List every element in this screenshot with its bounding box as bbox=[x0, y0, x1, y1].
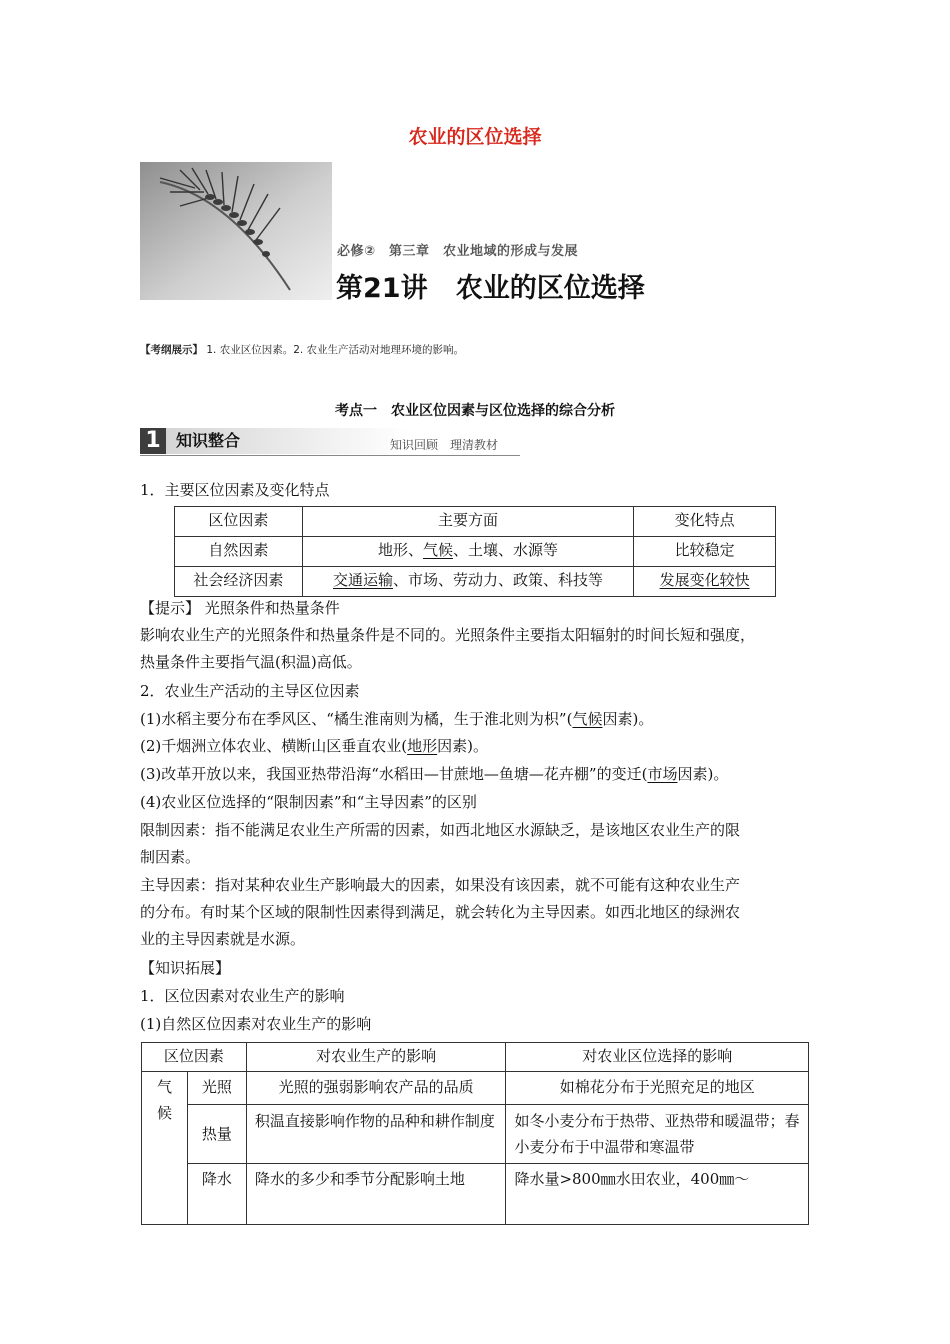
section-title: 知识整合 bbox=[166, 428, 408, 454]
tip-heading bbox=[140, 598, 340, 618]
ext-label: 【知识拓展】 bbox=[140, 959, 231, 977]
tip-label: 【提示】 bbox=[140, 599, 201, 617]
item-text: 因素)。 bbox=[437, 737, 488, 755]
limit-line: 限制因素：指不能满足农业生产所需的因素，如西北地区水源缺乏，是该地区农业生产的限 bbox=[140, 821, 741, 839]
s2-item: (4)农业区位选择的“限制因素”和“主导因素”的区别 bbox=[140, 793, 477, 811]
exam-outline-text: 1. 农业区位因素。2. 农业生产活动对地理环境的影响。 bbox=[206, 344, 465, 356]
underlined-answer: 气候 bbox=[572, 710, 603, 728]
cell-text: 、市场、劳动力、政策、科技等 bbox=[393, 571, 604, 589]
tip-title: 光照条件和热量条件 bbox=[200, 599, 340, 617]
underlined-answer: 地形 bbox=[407, 737, 438, 755]
lecture-number: 第21讲 bbox=[336, 273, 428, 304]
underlined-answer: 交通运输 bbox=[332, 571, 393, 589]
item-text: 因素)。 bbox=[677, 765, 729, 783]
section-number: 1 bbox=[140, 428, 166, 454]
s2-item bbox=[140, 764, 728, 784]
table-cell: 降水 bbox=[187, 1164, 246, 1225]
ext-subheading: (1)自然区位因素对农业生产的影响 bbox=[140, 1015, 372, 1033]
table-cell: 降水量>800㎜水田农业，400㎜～ bbox=[506, 1164, 809, 1225]
table-cell: 热量 bbox=[187, 1105, 246, 1164]
table-header-row bbox=[175, 507, 776, 537]
item-text: (1)水稻主要分布在季风区、“橘生淮南则为橘，生于淮北则为枳”( bbox=[140, 710, 573, 728]
underlined-answer: 市场 bbox=[647, 765, 678, 783]
table-row bbox=[175, 537, 776, 567]
lead-line: 的分布。有时某个区域的限制性因素得到满足，就会转化为主导因素。如西北地区的绿洲农 bbox=[140, 903, 741, 921]
table-row bbox=[142, 1164, 809, 1225]
factors-table bbox=[174, 506, 776, 597]
document-title: 农业的区位选择 bbox=[408, 126, 542, 148]
cell-text: 地形、 bbox=[377, 541, 423, 559]
table-cell: 光照 bbox=[187, 1072, 246, 1105]
item-text: (3)改革开放以来，我国亚热带沿海“水稻田—甘蔗地—鱼塘—花卉棚”的变迁( bbox=[140, 765, 648, 783]
section-header bbox=[140, 428, 520, 456]
table-header: 区位因素 bbox=[142, 1043, 247, 1072]
table-cell: 积温直接影响作物的品种和耕作制度 bbox=[246, 1105, 506, 1164]
s2-item bbox=[140, 709, 653, 729]
table-cell bbox=[634, 567, 776, 597]
underlined-answer: 发展变化较快 bbox=[659, 571, 750, 589]
table-row bbox=[142, 1072, 809, 1105]
tip-line: 热量条件主要指气温(积温)高低。 bbox=[140, 653, 362, 671]
table-cell bbox=[302, 567, 633, 597]
table-cell: 比较稳定 bbox=[634, 537, 776, 567]
table-header: 区位因素 bbox=[175, 507, 303, 537]
lead-line: 主导因素：指对某种农业生产影响最大的因素，如果没有该因素，就不可能有这种农业生产 bbox=[140, 876, 741, 894]
table-cell: 降水的多少和季节分配影响土地 bbox=[246, 1164, 506, 1225]
table-cell: 如冬小麦分布于热带、亚热带和暖温带；春小麦分布于中温带和寒温带 bbox=[506, 1105, 809, 1164]
lecture-title bbox=[336, 266, 645, 305]
table-header: 对农业生产的影响 bbox=[246, 1043, 506, 1072]
table-header: 变化特点 bbox=[634, 507, 776, 537]
table-cell: 社会经济因素 bbox=[175, 567, 303, 597]
table-cell bbox=[302, 537, 633, 567]
natural-factors-table bbox=[141, 1042, 809, 1225]
s2-title: 2．农业生产活动的主导区位因素 bbox=[140, 682, 360, 700]
exam-outline-label: 【考纲展示】 bbox=[140, 344, 203, 356]
underlined-answer: 气候 bbox=[422, 541, 453, 559]
table-header: 对农业区位选择的影响 bbox=[506, 1043, 809, 1072]
s1-title: 1．主要区位因素及变化特点 bbox=[140, 481, 330, 499]
table-header-row bbox=[142, 1043, 809, 1072]
section-rule bbox=[140, 455, 520, 456]
wheat-photo bbox=[140, 162, 332, 300]
group-label: 气候 bbox=[156, 1078, 172, 1122]
table-row bbox=[142, 1105, 809, 1164]
section-subtitle: 知识回顾 理清教材 bbox=[390, 438, 499, 452]
topic-heading: 考点一 农业区位因素与区位选择的综合分析 bbox=[335, 403, 615, 419]
table-cell: 自然因素 bbox=[175, 537, 303, 567]
s2-item bbox=[140, 736, 488, 756]
lead-line: 业的主导因素就是水源。 bbox=[140, 930, 306, 948]
table-cell: 如棉花分布于光照充足的地区 bbox=[506, 1072, 809, 1105]
table-row bbox=[175, 567, 776, 597]
lecture-name: 农业的区位选择 bbox=[455, 273, 645, 304]
table-header: 主要方面 bbox=[302, 507, 633, 537]
table-cell: 光照的强弱影响农产品的品质 bbox=[246, 1072, 506, 1105]
tip-line: 影响农业生产的光照条件和热量条件是不同的。光照条件主要指太阳辐射的时间长短和强度， bbox=[140, 626, 756, 644]
item-text: (2)千烟洲立体农业、横断山区垂直农业( bbox=[140, 737, 408, 755]
exam-outline bbox=[140, 342, 464, 357]
limit-line: 制因素。 bbox=[140, 848, 201, 866]
cell-text: 、土壤、水源等 bbox=[453, 541, 559, 559]
chapter-line: 必修② 第三章 农业地域的形成与发展 bbox=[337, 244, 579, 259]
ext-heading: 1．区位因素对农业生产的影响 bbox=[140, 987, 345, 1005]
item-text: 因素)。 bbox=[602, 710, 654, 728]
group-cell bbox=[142, 1072, 188, 1225]
